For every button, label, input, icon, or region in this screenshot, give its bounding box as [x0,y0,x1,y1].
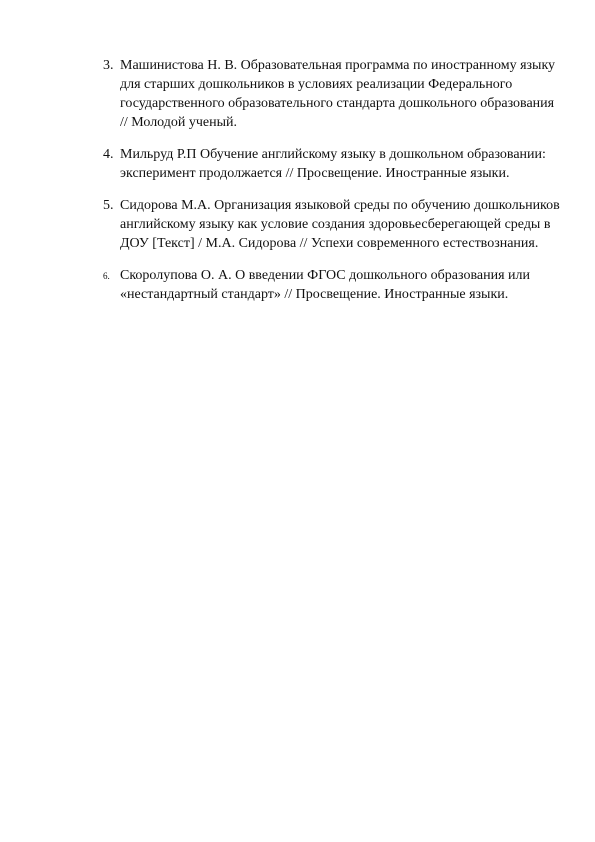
reference-number: 5. [103,198,114,213]
reference-number: 3. [103,58,114,73]
reference-item-5 [100,196,560,253]
reference-text: Скоролупова О. А. О введении ФГОС дошкольного образования или «нестандартный стандарт» // Просвещение. Иностранные языки. [120,268,530,302]
reference-item-4 [100,145,560,183]
reference-text: Сидорова М.А. Организация языковой среды по обучению дошкольников английскому языку как условие создания здоровьесберегающей среды в ДОУ [Текст] / М.А. Сидорова // Успехи современного естествознания. [120,198,560,251]
reference-text: Мильруд Р.П Обучение английскому языку в дошкольном образовании: эксперимент продолжается // Просвещение. Иностранные языки. [120,147,546,181]
reference-item-3 [100,56,560,132]
reference-number: 6. [103,271,110,281]
reference-text: Машинистова Н. В. Образовательная программа по иностранному языку для старших дошкольников в условиях реализации Федерального государственного образовательного стандарта дошкольного образования // Молодой ученый. [120,58,556,130]
reference-number: 4. [103,147,114,162]
reference-list [100,56,560,317]
reference-item-6 [100,266,560,304]
